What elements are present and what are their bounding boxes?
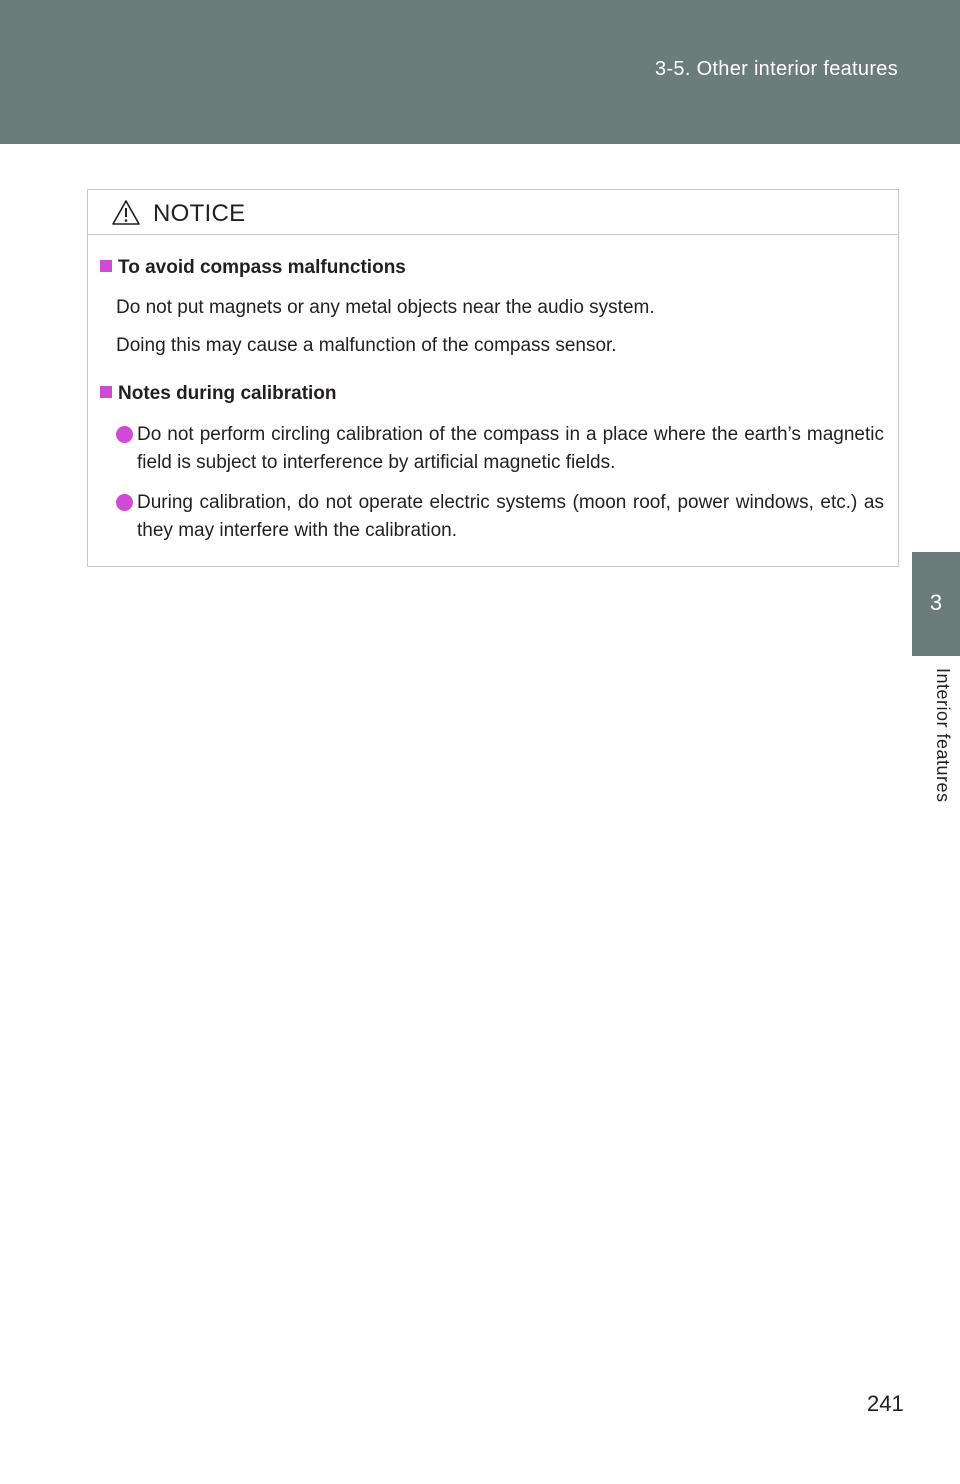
notice-header — [88, 190, 898, 235]
paragraph: Do not put magnets or any metal objects near the audio system. — [116, 297, 655, 318]
chapter-tab — [912, 552, 960, 656]
paragraph: Doing this may cause a malfunction of the compass sensor. — [116, 335, 617, 356]
section-heading — [100, 381, 884, 407]
warning-triangle-icon — [111, 199, 141, 226]
section-heading-text: Notes during calibration — [118, 383, 337, 404]
chapter-label: Interior features — [933, 668, 953, 803]
square-bullet-icon — [100, 260, 112, 272]
notice-box — [87, 189, 899, 567]
bullet-dot-icon — [116, 426, 133, 443]
list-item — [116, 489, 884, 545]
section-title: 3-5. Other interior features — [655, 58, 898, 80]
list-item-text: During calibration, do not operate electric systems (moon roof, power windows, etc.) as they may interfere with the calibration. — [137, 492, 884, 541]
page-header — [0, 0, 960, 144]
chapter-label-strip — [912, 656, 960, 886]
chapter-number: 3 — [929, 590, 943, 615]
section-heading-text: To avoid compass malfunctions — [118, 257, 406, 278]
notice-title: NOTICE — [153, 200, 246, 227]
list-item-text: Do not perform circling calibration of the compass in a place where the earth’s magnetic field is subject to interference by artificial magnetic fields. — [137, 424, 884, 473]
page-number: 241 — [867, 1391, 904, 1416]
notice-body — [88, 235, 898, 545]
bullet-dot-icon — [116, 494, 133, 511]
section-heading — [100, 255, 884, 281]
list-item — [116, 421, 884, 477]
square-bullet-icon — [100, 386, 112, 398]
